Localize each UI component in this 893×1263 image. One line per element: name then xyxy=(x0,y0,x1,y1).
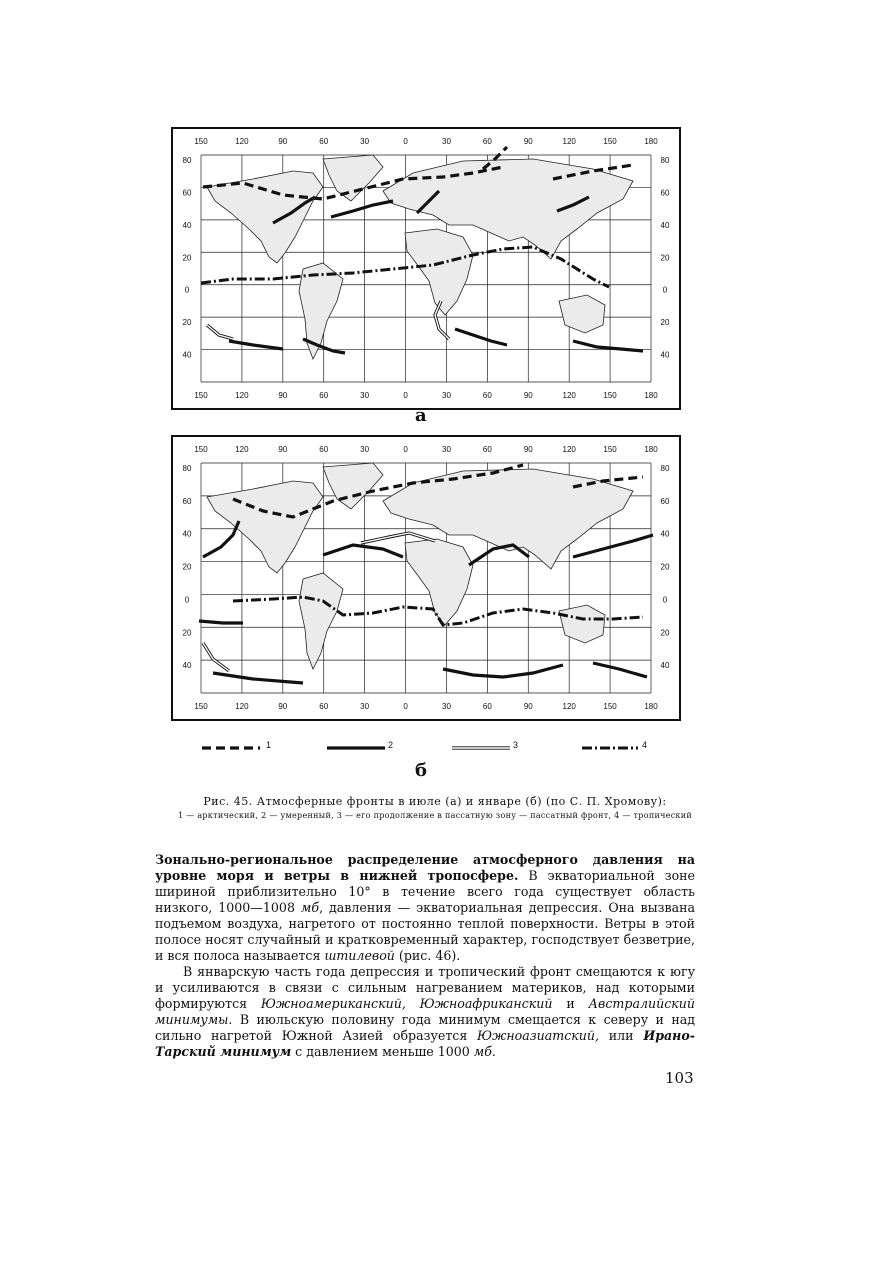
body-text xyxy=(155,852,695,1060)
tick-label-bottom: 90 xyxy=(523,702,533,711)
paragraph-2 xyxy=(155,964,695,1060)
tick-label-left: 20 xyxy=(182,318,192,328)
section-heading: Зонально-региональное распределение атмосферного давления на уровне моря и ветры в нижней тропосфере. xyxy=(155,852,695,883)
legend-item-2 xyxy=(325,738,405,756)
temperate-front-s-pac xyxy=(593,663,647,677)
tick-label-right: 40 xyxy=(660,529,670,539)
tick-label-top: 120 xyxy=(235,137,249,146)
tick-label-top: 150 xyxy=(194,445,208,454)
para2-text-c: с давлением меньше 1000 xyxy=(291,1044,474,1059)
tick-label-bottom: 150 xyxy=(603,702,617,711)
tick-label-bottom: 150 xyxy=(194,391,208,400)
tick-label-bottom: 90 xyxy=(278,391,288,400)
para2-and: и xyxy=(552,996,589,1011)
australia xyxy=(559,295,605,333)
tick-label-bottom: 60 xyxy=(319,391,329,400)
legend-swatch-temperate xyxy=(325,738,387,756)
tick-label-left: 20 xyxy=(182,628,192,638)
tick-label-right: 0 xyxy=(662,285,668,295)
tick-label-right: 60 xyxy=(660,188,670,198)
para2-text-b: В июльскую половину года минимум смещается к северу и над сильно нагретой Южной Азией образуется xyxy=(155,1012,695,1043)
tick-label-right: 20 xyxy=(660,253,670,263)
tick-label-left: 40 xyxy=(182,529,192,539)
tick-label-bottom: 0 xyxy=(403,391,408,400)
tick-label-bottom: 30 xyxy=(360,702,370,711)
south-america xyxy=(299,573,343,669)
south-america xyxy=(299,263,343,359)
tick-label-right: 0 xyxy=(662,595,668,605)
tick-label-left: 60 xyxy=(182,188,192,198)
trade-front-pac xyxy=(207,325,233,339)
temperate-front-na xyxy=(203,521,239,557)
legend-num-1: 1 xyxy=(266,740,272,750)
para1-text-c: (рис. 46). xyxy=(394,948,461,963)
tick-label-bottom: 120 xyxy=(235,702,249,711)
tick-label-bottom: 30 xyxy=(442,391,451,400)
legend-item-4 xyxy=(580,738,660,756)
tick-label-right: 20 xyxy=(660,628,670,638)
tick-label-left: 80 xyxy=(182,156,192,165)
legend-num-3: 3 xyxy=(513,740,519,750)
legend-item-1 xyxy=(200,738,280,756)
temperate-front-sw xyxy=(213,673,303,683)
tick-label-top: 60 xyxy=(319,137,329,146)
tick-label-bottom: 120 xyxy=(562,702,576,711)
unit-mb-2: мб. xyxy=(473,1044,496,1059)
africa xyxy=(405,539,473,625)
tick-label-left: 20 xyxy=(182,562,192,572)
legend-item-3 xyxy=(450,738,530,756)
tick-label-bottom: 180 xyxy=(644,391,658,400)
tick-label-left: 40 xyxy=(182,220,192,230)
tick-label-bottom: 30 xyxy=(442,702,451,711)
figure-caption xyxy=(175,795,695,821)
tick-label-top: 90 xyxy=(523,137,533,146)
tick-label-right: 20 xyxy=(660,318,670,328)
tick-label-top: 30 xyxy=(360,445,370,454)
legend-swatch-tropical xyxy=(580,738,642,756)
tick-label-top: 0 xyxy=(403,137,408,146)
tick-label-right: 40 xyxy=(660,350,670,360)
tick-label-right: 80 xyxy=(660,464,670,473)
temperate-front-pac xyxy=(573,535,653,557)
para1-text-a: В экваториальной зоне шириной приблизительно 10° в течение всего года существует область низкого, 1000—1008 xyxy=(155,868,696,915)
tick-label-top: 90 xyxy=(278,137,288,146)
tick-label-bottom: 60 xyxy=(482,702,492,711)
tick-label-top: 150 xyxy=(603,445,617,454)
tick-label-top: 120 xyxy=(562,137,576,146)
temperate-front-s xyxy=(443,665,563,677)
tick-label-top: 150 xyxy=(194,137,208,146)
tick-label-left: 40 xyxy=(182,350,192,360)
map-january xyxy=(171,435,681,721)
tick-label-left: 60 xyxy=(182,496,192,506)
term-iran-tar: Ирано-Тарский минимум xyxy=(155,1028,695,1059)
tropical-front xyxy=(201,247,609,287)
tick-label-top: 180 xyxy=(644,137,658,146)
legend-swatch-trade xyxy=(450,738,512,756)
tick-label-top: 150 xyxy=(603,137,617,146)
tick-label-right: 20 xyxy=(660,562,670,572)
panel-label-a: а xyxy=(415,405,427,426)
tick-label-bottom: 150 xyxy=(603,391,617,400)
tick-label-left: 0 xyxy=(184,595,190,605)
map-july xyxy=(171,127,681,410)
tick-label-bottom: 0 xyxy=(403,702,408,711)
term-south-asian: Южноазиатский, xyxy=(477,1028,600,1043)
tick-label-bottom: 120 xyxy=(235,391,249,400)
tick-label-top: 0 xyxy=(403,445,408,454)
tick-label-bottom: 60 xyxy=(319,702,329,711)
temperate-front-si xyxy=(455,329,507,345)
tick-label-top: 60 xyxy=(319,445,329,454)
tick-label-top: 60 xyxy=(482,445,492,454)
tick-label-bottom: 120 xyxy=(562,391,576,400)
unit-mb: мб xyxy=(300,900,320,915)
para2-text-a: В январскую часть года депрессия и тропический фронт смещаются к югу и усиливаются в связи с сильным нагреванием материков, над которыми формируются xyxy=(155,964,695,1011)
tick-label-top: 30 xyxy=(360,137,370,146)
greenland xyxy=(323,155,383,201)
map-january-svg xyxy=(173,437,679,719)
para1-text-b: , давления — экваториальная депрессия. Она вызвана подъемом воздуха, нагретого от постоянно теплой поверхности. Ветры в этой полосе носят случайный и кратковременный характер, господствует безветрие, и вся полоса называется xyxy=(155,900,695,963)
legend-num-2: 2 xyxy=(388,740,394,750)
temperate-front-atl xyxy=(323,545,403,557)
tick-label-top: 60 xyxy=(482,137,492,146)
tick-label-left: 0 xyxy=(184,285,190,295)
temperate-front-w xyxy=(199,621,243,623)
tick-label-bottom: 60 xyxy=(482,391,492,400)
panel-label-b: б xyxy=(415,760,428,781)
temperate-front-atl xyxy=(331,201,393,217)
tick-label-right: 40 xyxy=(660,661,670,671)
term-minimums-2: Австралийский минимумы. xyxy=(155,996,695,1027)
tick-label-left: 40 xyxy=(182,661,192,671)
tick-label-right: 40 xyxy=(660,220,670,230)
caption-main: Рис. 45. Атмосферные фронты в июле (а) и январе (б) (по С. П. Хромову): xyxy=(203,795,667,808)
page-number: 103 xyxy=(665,1069,694,1087)
legend-num-4: 4 xyxy=(642,740,648,750)
tick-label-bottom: 150 xyxy=(194,702,208,711)
tick-label-bottom: 90 xyxy=(278,702,288,711)
tick-label-top: 30 xyxy=(442,137,451,146)
paragraph-1 xyxy=(155,852,695,964)
legend-swatch-arctic xyxy=(200,738,262,756)
tick-label-top: 120 xyxy=(235,445,249,454)
tick-label-top: 120 xyxy=(562,445,576,454)
tick-label-bottom: 30 xyxy=(360,391,370,400)
map-july-svg xyxy=(173,129,679,408)
caption-legend-text: 1 — арктический, 2 — умеренный, 3 — его продолжение в пассатную зону — пассатный фронт, 4 — тропический xyxy=(177,811,693,820)
australia xyxy=(559,605,605,643)
temperate-front-w xyxy=(229,341,283,349)
tick-label-bottom: 180 xyxy=(644,702,658,711)
tick-label-right: 80 xyxy=(660,156,670,165)
trade-front-w xyxy=(203,643,229,671)
tick-label-right: 60 xyxy=(660,496,670,506)
term-minimums-1: Южноамериканский, Южноафриканский xyxy=(260,996,553,1011)
figure-legend xyxy=(200,738,660,758)
tick-label-left: 20 xyxy=(182,253,192,263)
tick-label-left: 80 xyxy=(182,464,192,473)
tick-label-top: 180 xyxy=(644,445,658,454)
term-calm-zone: штилевой xyxy=(324,948,395,963)
north-america xyxy=(207,481,323,573)
para2-or: или xyxy=(599,1028,644,1043)
tick-label-top: 90 xyxy=(278,445,288,454)
tick-label-bottom: 90 xyxy=(523,391,533,400)
tick-label-top: 30 xyxy=(442,445,451,454)
tick-label-top: 90 xyxy=(523,445,533,454)
